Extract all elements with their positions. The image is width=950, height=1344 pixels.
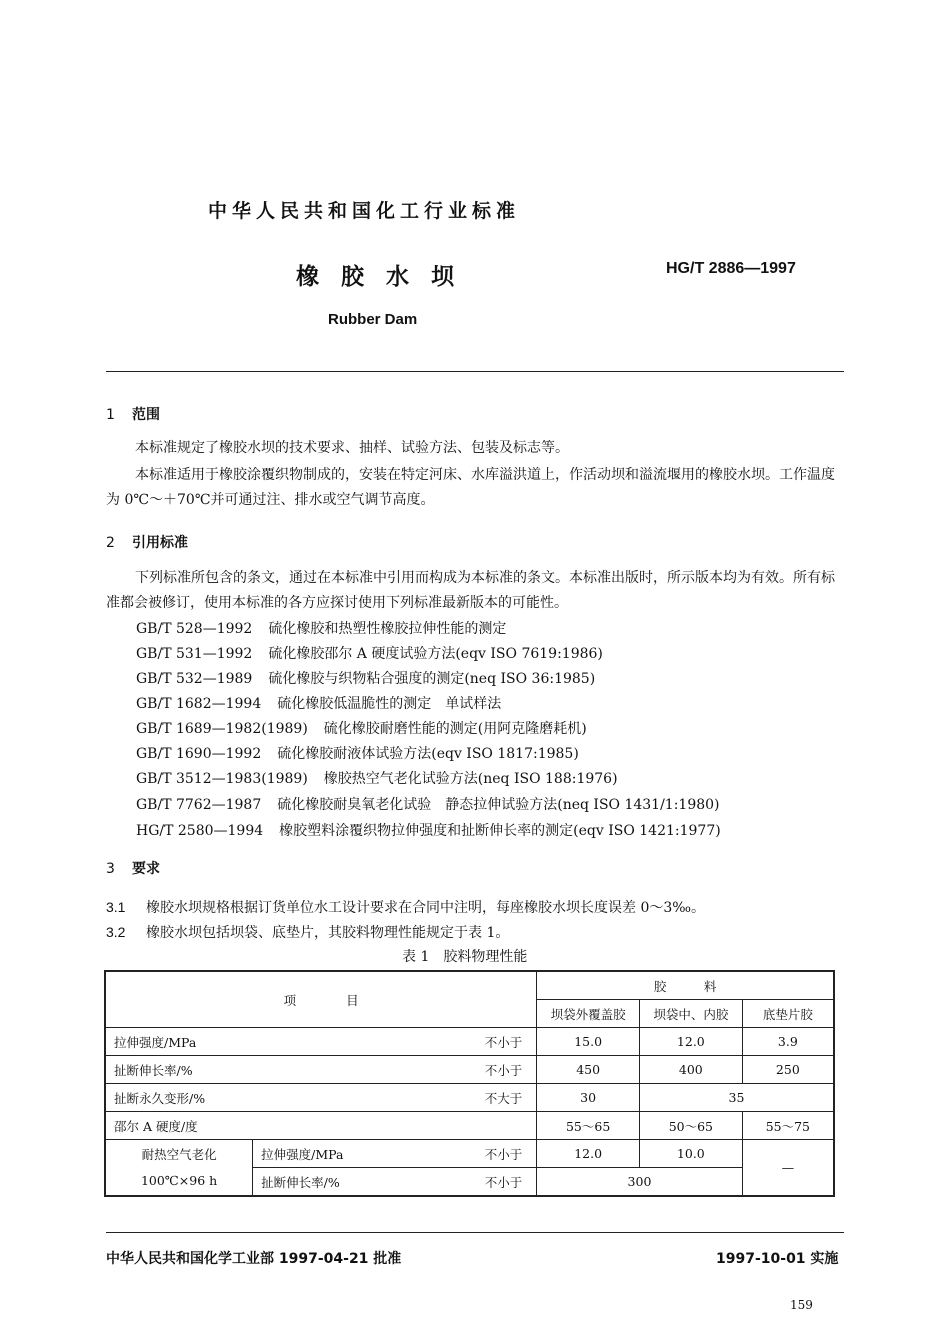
row-limit: 不小于	[437, 1028, 537, 1056]
reference-item	[136, 643, 603, 663]
clause-number: 3.2	[106, 924, 126, 940]
clause-text: 橡胶水坝包括坝袋、底垫片，其胶料物理性能规定于表 1。	[146, 925, 510, 941]
reference-item	[136, 794, 720, 814]
reference-code: HG/T 2580—1994	[136, 823, 264, 839]
header-rule	[106, 371, 844, 372]
cell-value: 35	[639, 1084, 834, 1112]
col-header-inner: 坝袋中、内胶	[639, 1000, 742, 1028]
page-number: 159	[790, 1298, 813, 1312]
reference-item	[136, 820, 721, 840]
header-glue: 胶 料	[537, 971, 834, 1000]
english-title: Rubber Dam	[328, 311, 418, 328]
reference-item	[136, 768, 618, 788]
document-title: 橡胶水坝	[296, 264, 476, 290]
reference-code: GB/T 532—1989	[136, 671, 253, 687]
row-limit: 不小于	[437, 1168, 537, 1197]
cell-value: 300	[537, 1168, 742, 1197]
reference-code: GB/T 7762—1987	[136, 797, 262, 813]
cell-value: 450	[537, 1056, 640, 1084]
reference-title: 硫化橡胶耐臭氧老化试验 静态拉伸试验方法(neq ISO 1431/1:1980)	[277, 797, 720, 813]
row-limit: 不小于	[437, 1056, 537, 1084]
reference-title: 硫化橡胶耐磨性能的测定(用阿克隆磨耗机)	[323, 721, 587, 737]
section-1-heading	[106, 404, 160, 424]
section-2-para-1: 下列标准所包含的条文，通过在本标准中引用而构成为本标准的条文。本标准出版时，所示版本均为有效。所有标准都会被修订，使用本标准的各方应探讨使用下列标准最新版本的可能性。	[106, 570, 835, 611]
clause-3-1	[106, 897, 705, 917]
section-2-heading	[106, 532, 188, 552]
reference-code: GB/T 528—1992	[136, 621, 253, 637]
header-item: 项 目	[105, 971, 537, 1028]
cell-value: 55～65	[537, 1112, 640, 1140]
reference-code: GB/T 1682—1994	[136, 696, 262, 712]
group-condition: 100℃×96 h	[140, 1172, 218, 1188]
reference-title: 硫化橡胶与织物粘合强度的测定(neq ISO 36:1985)	[268, 671, 596, 687]
row-limit: 不大于	[437, 1084, 537, 1112]
reference-title: 硫化橡胶邵尔 A 硬度试验方法(eqv ISO 7619:1986)	[268, 646, 603, 662]
cell-value: —	[742, 1140, 834, 1197]
cell-value: 3.9	[742, 1028, 834, 1056]
reference-item	[136, 718, 587, 738]
table-row	[105, 1028, 834, 1056]
cell-value: 15.0	[537, 1028, 640, 1056]
row-limit: 不小于	[437, 1140, 537, 1168]
reference-item	[136, 693, 501, 713]
reference-title: 硫化橡胶低温脆性的测定 单试样法	[277, 696, 502, 712]
cell-value: 10.0	[639, 1140, 742, 1168]
section-1-para-1: 本标准规定了橡胶水坝的技术要求、抽样、试验方法、包装及标志等。	[135, 440, 569, 456]
cell-value: 30	[537, 1084, 640, 1112]
reference-code: GB/T 1690—1992	[136, 746, 262, 762]
row-item: 拉伸强度/MPa	[253, 1140, 437, 1168]
section-2-number: 2	[106, 535, 115, 551]
row-item: 扯断伸长率/%	[253, 1168, 437, 1197]
cell-value: 400	[639, 1056, 742, 1084]
cell-value: 250	[742, 1056, 834, 1084]
issuing-agency: 中华人民共和国化工行业标准	[208, 200, 521, 222]
reference-title: 橡胶热空气老化试验方法(neq ISO 188:1976)	[323, 771, 618, 787]
reference-item	[136, 743, 579, 763]
footer-rule	[106, 1232, 844, 1233]
reference-title: 硫化橡胶和热塑性橡胶拉伸性能的测定	[268, 621, 507, 637]
approval-line: 中华人民共和国化学工业部 1997-04-21 批准	[106, 1251, 402, 1267]
col-header-outer-cover: 坝袋外覆盖胶	[537, 1000, 640, 1028]
standard-number: HG/T 2886—1997	[666, 260, 796, 277]
row-item: 扯断永久变形/%	[105, 1084, 437, 1112]
row-item: 邵尔 A 硬度/度	[105, 1112, 537, 1140]
group-label: 耐热空气老化	[141, 1146, 217, 1162]
table-row	[105, 1140, 834, 1168]
reference-title: 硫化橡胶耐液体试验方法(eqv ISO 1817:1985)	[277, 746, 579, 762]
table-row	[105, 1084, 834, 1112]
reference-item	[136, 668, 595, 688]
section-1-title: 范围	[132, 407, 160, 423]
reference-item	[136, 618, 506, 638]
clause-text: 橡胶水坝规格根据订货单位水工设计要求在合同中注明，每座橡胶水坝长度误差 0～3‰。	[146, 900, 706, 916]
row-item: 拉伸强度/MPa	[105, 1028, 437, 1056]
cell-value: 12.0	[639, 1028, 742, 1056]
clause-number: 3.1	[106, 899, 126, 915]
row-group-heat-aging	[105, 1140, 253, 1197]
reference-code: GB/T 1689—1982(1989)	[136, 721, 308, 737]
col-header-base-pad: 底垫片胶	[742, 1000, 834, 1028]
section-1-para-2: 本标准适用于橡胶涂覆织物制成的，安装在特定河床、水库溢洪道上，作活动坝和溢流堰用的橡胶水坝。工作温度为 0℃～＋70℃并可通过注、排水或空气调节高度。	[106, 467, 835, 508]
section-3-title: 要求	[132, 861, 160, 877]
reference-title: 橡胶塑料涂覆织物拉伸强度和扯断伸长率的测定(eqv ISO 1421:1977)	[279, 823, 721, 839]
section-1-number: 1	[106, 407, 115, 423]
section-2-title: 引用标准	[132, 535, 188, 551]
table-header-row	[105, 971, 834, 1000]
physical-properties-table	[104, 970, 835, 1197]
effective-date: 1997-10-01 实施	[716, 1251, 839, 1267]
cell-value: 50～65	[639, 1112, 742, 1140]
table-row	[105, 1112, 834, 1140]
reference-code: GB/T 3512—1983(1989)	[136, 771, 308, 787]
clause-3-2	[106, 922, 509, 942]
row-item: 扯断伸长率/%	[105, 1056, 437, 1084]
cell-value: 55～75	[742, 1112, 834, 1140]
cell-value: 12.0	[537, 1140, 640, 1168]
section-3-number: 3	[106, 861, 115, 877]
table-row	[105, 1056, 834, 1084]
section-3-heading	[106, 858, 160, 878]
table-caption: 表 1 胶料物理性能	[402, 949, 528, 965]
reference-code: GB/T 531—1992	[136, 646, 253, 662]
